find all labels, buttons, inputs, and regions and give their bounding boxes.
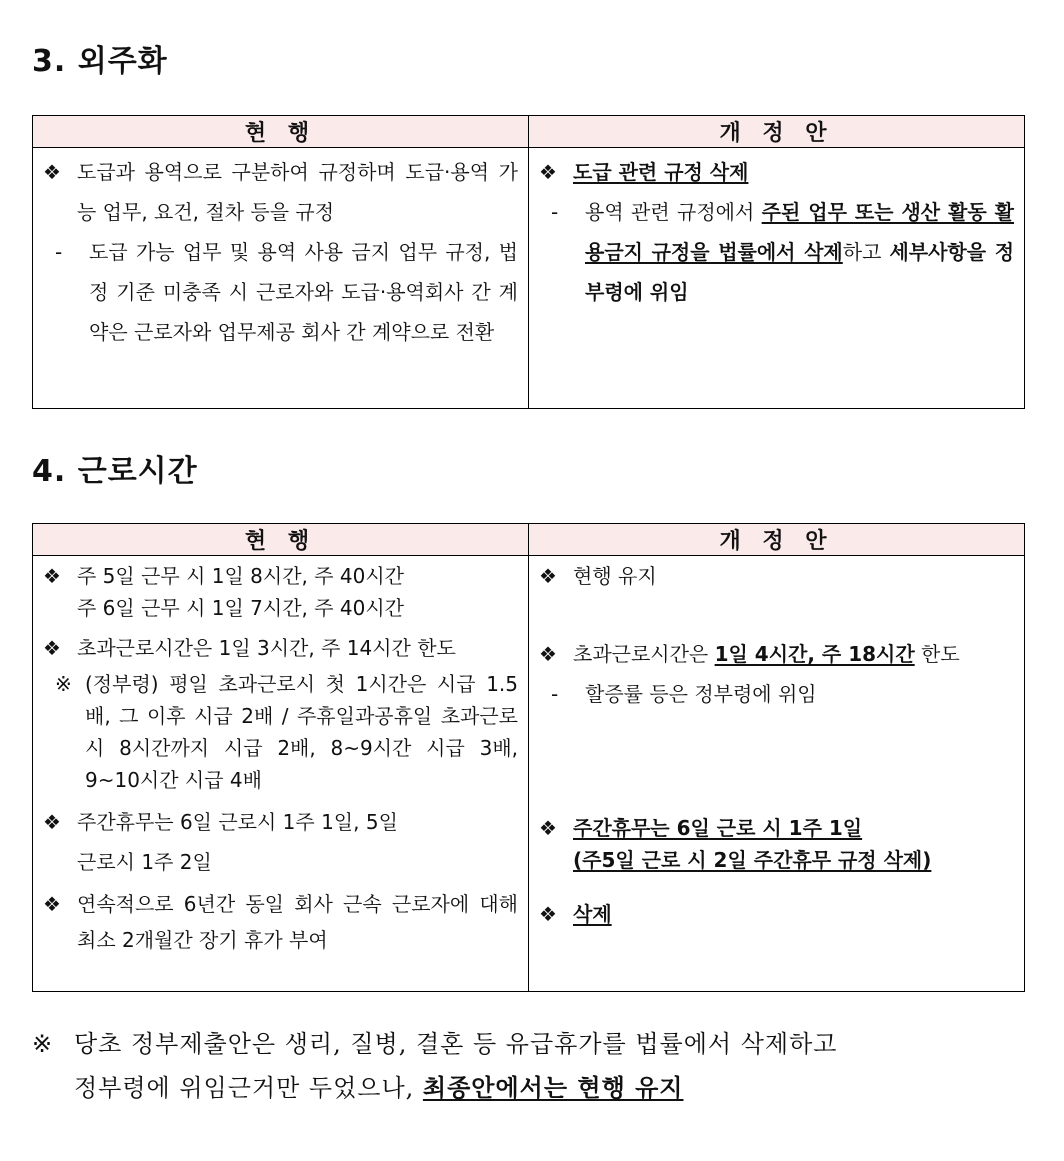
current-cell <box>33 148 529 409</box>
header-revised: 개 정 안 <box>529 524 1025 556</box>
diamond-bullet-icon: ❖ <box>539 564 557 588</box>
item-text: 초과근로시간은 1일 3시간, 주 14시간 한도 <box>77 636 456 660</box>
list-item <box>43 886 518 958</box>
diamond-bullet-icon: ❖ <box>43 636 61 660</box>
note-mark-icon: ※ <box>55 672 72 696</box>
list-item <box>43 152 518 232</box>
list-item <box>539 812 1014 876</box>
footnote-line: 당초 정부제출안은 생리, 질병, 결혼 등 유급휴가를 법률에서 삭제하고 <box>74 1030 838 1058</box>
list-item <box>539 192 1014 312</box>
item-text: 주간휴무는 6일 근로시 1주 1일, 5일 <box>77 810 398 834</box>
diamond-bullet-icon: ❖ <box>43 892 61 916</box>
item-emphasis: 주된 업무 또는 생산 활동 활용금지 규정을 법률에서 삭제 <box>585 200 1014 264</box>
item-text: 주 6일 근무 시 1일 7시간, 주 40시간 <box>77 596 405 620</box>
table-row <box>33 556 1025 992</box>
item-emphasis: 주간휴무는 6일 근로 시 1주 1일 <box>573 816 863 840</box>
item-emphasis: 삭제 <box>573 902 612 926</box>
item-text: 도급 관련 규정 삭제 <box>573 160 749 184</box>
item-text: 주 5일 근무 시 1일 8시간, 주 40시간 <box>77 564 405 588</box>
diamond-bullet-icon: ❖ <box>43 160 61 184</box>
list-item <box>539 560 1014 592</box>
current-cell <box>33 556 529 992</box>
footnote-text: 정부령에 위임근거만 두었으나, <box>74 1074 423 1102</box>
dash-marker: - <box>551 682 559 706</box>
item-emphasis: 1일 4시간, 주 18시간 <box>714 642 915 666</box>
section4-title: 4. 근로시간 <box>32 454 198 489</box>
list-item <box>539 894 1014 934</box>
item-text: 도급과 용역으로 구분하여 규정하며 도급·용역 가능 업무, 요건, 절차 등을 규정 <box>77 160 518 224</box>
item-bold: 세부사항을 정부령에 위임 <box>585 240 1015 304</box>
item-text: 현행 유지 <box>573 564 657 588</box>
section3-table <box>32 115 1025 409</box>
diamond-bullet-icon: ❖ <box>43 564 61 588</box>
list-item <box>539 152 1014 192</box>
table-header-row <box>33 524 1025 556</box>
header-revised: 개 정 안 <box>529 116 1025 148</box>
dash-marker: - <box>55 240 63 264</box>
revised-cell <box>529 148 1025 409</box>
header-current: 현 행 <box>33 524 529 556</box>
table-header-row <box>33 116 1025 148</box>
footnote <box>32 1022 1032 1110</box>
diamond-bullet-icon: ❖ <box>539 902 557 926</box>
list-item <box>539 634 1014 674</box>
item-text: (정부령) 평일 초과근로시 첫 1시간은 시급 1.5배, 그 이후 시급 2배 / 주휴일과공휴일 초과근로시 8시간까지 시급 2배, 8~9시간 시급 3배, 9~10시간 시급 4배 <box>85 672 518 792</box>
item-text: 연속적으로 6년간 동일 회사 근속 근로자에 대해 최소 2개월간 장기 휴가 부여 <box>77 892 518 952</box>
list-item <box>43 232 518 352</box>
table-row <box>33 148 1025 409</box>
footnote-emphasis: 최종안에서는 현행 유지 <box>422 1073 684 1102</box>
section4-table <box>32 523 1025 992</box>
footnote-line <box>32 1066 1032 1110</box>
list-item-note <box>43 668 518 796</box>
item-emphasis: (주5일 근로 시 2일 주간휴무 규정 삭제) <box>573 848 932 872</box>
list-item <box>43 802 518 882</box>
item-text: 하고 <box>842 240 890 264</box>
list-item <box>43 560 518 624</box>
diamond-bullet-icon: ❖ <box>43 810 61 834</box>
item-text: 근로시 1주 2일 <box>77 850 212 874</box>
item-text: 도급 가능 업무 및 용역 사용 금지 업무 규정, 법정 기준 미충족 시 근로자와 도급·용역회사 간 계약은 근로자와 업무제공 회사 간 계약으로 전환 <box>89 240 518 344</box>
item-text: 초과근로시간은 <box>573 642 715 666</box>
item-text: 할증률 등은 정부령에 위임 <box>585 682 817 706</box>
revised-cell <box>529 556 1025 992</box>
list-item <box>539 674 1014 714</box>
section3-title: 3. 외주화 <box>32 44 168 79</box>
diamond-bullet-icon: ❖ <box>539 816 557 840</box>
list-item <box>43 628 518 668</box>
item-text: 한도 <box>914 642 960 666</box>
diamond-bullet-icon: ❖ <box>539 642 557 666</box>
diamond-bullet-icon: ❖ <box>539 160 557 184</box>
header-current: 현 행 <box>33 116 529 148</box>
dash-marker: - <box>551 200 559 224</box>
note-mark-icon: ※ <box>32 1030 54 1058</box>
item-text: 용역 관련 규정에서 <box>585 200 762 224</box>
